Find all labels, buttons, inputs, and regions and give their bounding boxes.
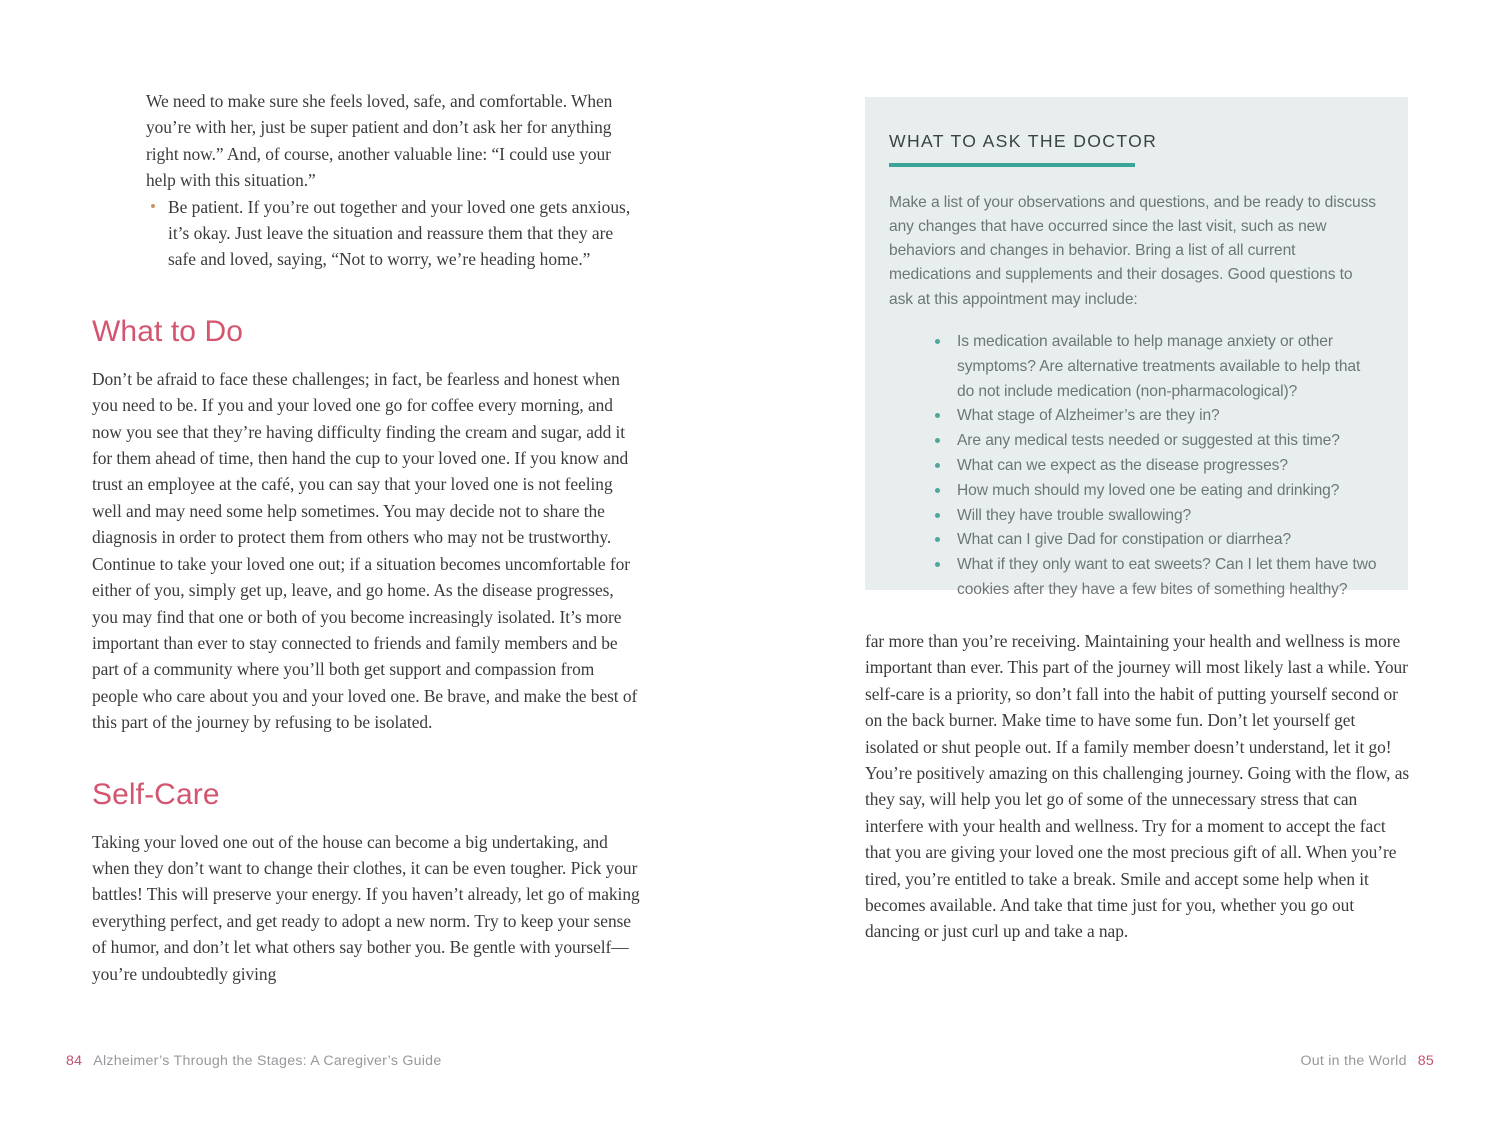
list-item-label: What can we expect as the disease progresses? bbox=[957, 456, 1288, 474]
list-item-label: What if they only want to eat sweets? Can I let them have two cookies after they have a few bites of something healthy? bbox=[957, 556, 1377, 598]
spacer bbox=[92, 812, 642, 829]
list-item bbox=[933, 429, 1378, 454]
spacer bbox=[92, 273, 642, 315]
sidebar-heading-underline bbox=[889, 163, 1135, 167]
list-item bbox=[933, 454, 1378, 479]
what-to-do-paragraph: Don’t be afraid to face these challenges; in fact, be fearless and honest when you need to be. If you and your loved one go for coffee every morning, and now you see that they’re having difficulty finding the cream and sugar, add it for them ahead of time, then hand the cup to your loved one. If you know and trust an employee at the café, you can say that your loved one is not feeling well and may need some help sometimes. You may decide not to share the diagnosis in order to protect them from others who may not be trustworthy. Continue to take your loved one out; if a situation becomes uncomfortable for either of you, simply get up, leave, and go home. As the disease progresses, you may find that one or both of you become increasingly isolated. It’s more important than ever to stay connected to friends and family members and be part of a community where you’ll both get support and compassion from people who care about you and your loved one. Be brave, and make the best of this part of the journey by refusing to be isolated. bbox=[92, 368, 638, 733]
bullet-dot-icon bbox=[935, 413, 940, 418]
bullet-dot-icon bbox=[935, 537, 940, 542]
list-item-label: Are any medical tests needed or suggested at this time? bbox=[957, 432, 1340, 450]
sidebar-intro-paragraph: Make a list of your observations and questions, and be ready to discuss any changes that have occurred since the last visit, such as new behaviors and changes in behavior. Bring a list of all current medications and supplements and their dosages. Good questions to ask at this appointment may include: bbox=[889, 193, 1376, 308]
right-page-paragraph: far more than you’re receiving. Maintaining your health and wellness is more important than ever. This part of the journey will most likely last a while. Your self-care is a priority, so don’t fall into the habit of putting yourself second or on the back burner. Make time to have some fun. Don’t let yourself get isolated or shut people out. If a family member doesn’t understand, let it go! You’re positively amazing on this challenging journey. Going with the flow, as they say, will help you let go of some of the unnecessary stress that can interfere with your health and wellness. Try for a moment to accept the fact that you are giving your loved one the most precious gift of all. When you’re tired, you’re entitled to take a break. Smile and accept some help when it becomes available. And take that time just for you, whether you go out dancing or just curl up and take a nap. bbox=[865, 631, 1410, 942]
list-item-label: What can I give Dad for constipation or diarrhea? bbox=[957, 531, 1292, 549]
self-care-paragraph: Taking your loved one out of the house can become a big undertaking, and when they don’t want to change their clothes, it can be even tougher. Pick your battles! This will preserve your energy. If you haven’t already, let go of making everything perfect, and get ready to adopt a new norm. Try to keep your sense of humor, and don’t let what others say bother you. Be gentle with yourself—you’re undoubtedly giving bbox=[92, 831, 640, 984]
list-item-label: Is medication available to help manage anxiety or other symptoms? Are alternative treatments available to help that do not include medication (non-pharmacological)? bbox=[957, 332, 1361, 400]
bullet-dot-icon bbox=[935, 562, 940, 567]
sidebar-callout-box bbox=[865, 97, 1408, 598]
left-page-column bbox=[92, 88, 642, 987]
list-item bbox=[933, 553, 1378, 603]
list-item bbox=[933, 504, 1378, 529]
footer-right bbox=[1300, 1053, 1434, 1069]
list-item bbox=[933, 404, 1378, 429]
page-number-right: 85 bbox=[1417, 1053, 1434, 1069]
list-item-label: How much should my loved one be eating and drinking? bbox=[957, 481, 1340, 499]
sidebar-heading-wrap bbox=[889, 131, 1378, 163]
section-heading-self-care: Self-Care bbox=[92, 777, 220, 811]
list-item bbox=[933, 528, 1378, 553]
bullet-dot-icon bbox=[935, 438, 940, 443]
sidebar-heading: WHAT TO ASK THE DOCTOR bbox=[889, 131, 1158, 151]
chapter-title-footer: Out in the World bbox=[1300, 1053, 1407, 1069]
sidebar-question-list bbox=[889, 330, 1378, 603]
list-item bbox=[933, 330, 1378, 404]
section-heading-what-to-do: What to Do bbox=[92, 314, 244, 348]
opening-paragraph: We need to make sure she feels loved, safe, and comfortable. When you’re with her, just be super patient and don’t ask her for anything right now.” And, of course, another valuable line: “I could use your help with this situation.” bbox=[146, 91, 613, 191]
bullet-dot-icon bbox=[935, 463, 940, 468]
spacer bbox=[92, 736, 642, 778]
bullet-dot-icon bbox=[935, 488, 940, 493]
book-title-footer: Alzheimer’s Through the Stages: A Caregiver’s Guide bbox=[93, 1053, 442, 1069]
bullet-dot-icon bbox=[935, 513, 940, 518]
bullet-dot-icon bbox=[151, 204, 155, 208]
list-item bbox=[92, 194, 642, 273]
list-item-label: What stage of Alzheimer’s are they in? bbox=[957, 407, 1220, 425]
list-item-label: Will they have trouble swallowing? bbox=[957, 506, 1192, 524]
list-item bbox=[933, 479, 1378, 504]
right-page-column bbox=[865, 628, 1410, 945]
bullet-dot-icon bbox=[935, 339, 940, 344]
spacer bbox=[92, 349, 642, 366]
list-item-label: Be patient. If you’re out together and your loved one gets anxious, it’s okay. Just leave the situation and reassure them that they are safe and loved, saying, “Not to worry, we’re heading home.” bbox=[168, 196, 631, 270]
page-number-left: 84 bbox=[66, 1053, 83, 1069]
footer-left bbox=[66, 1053, 441, 1069]
